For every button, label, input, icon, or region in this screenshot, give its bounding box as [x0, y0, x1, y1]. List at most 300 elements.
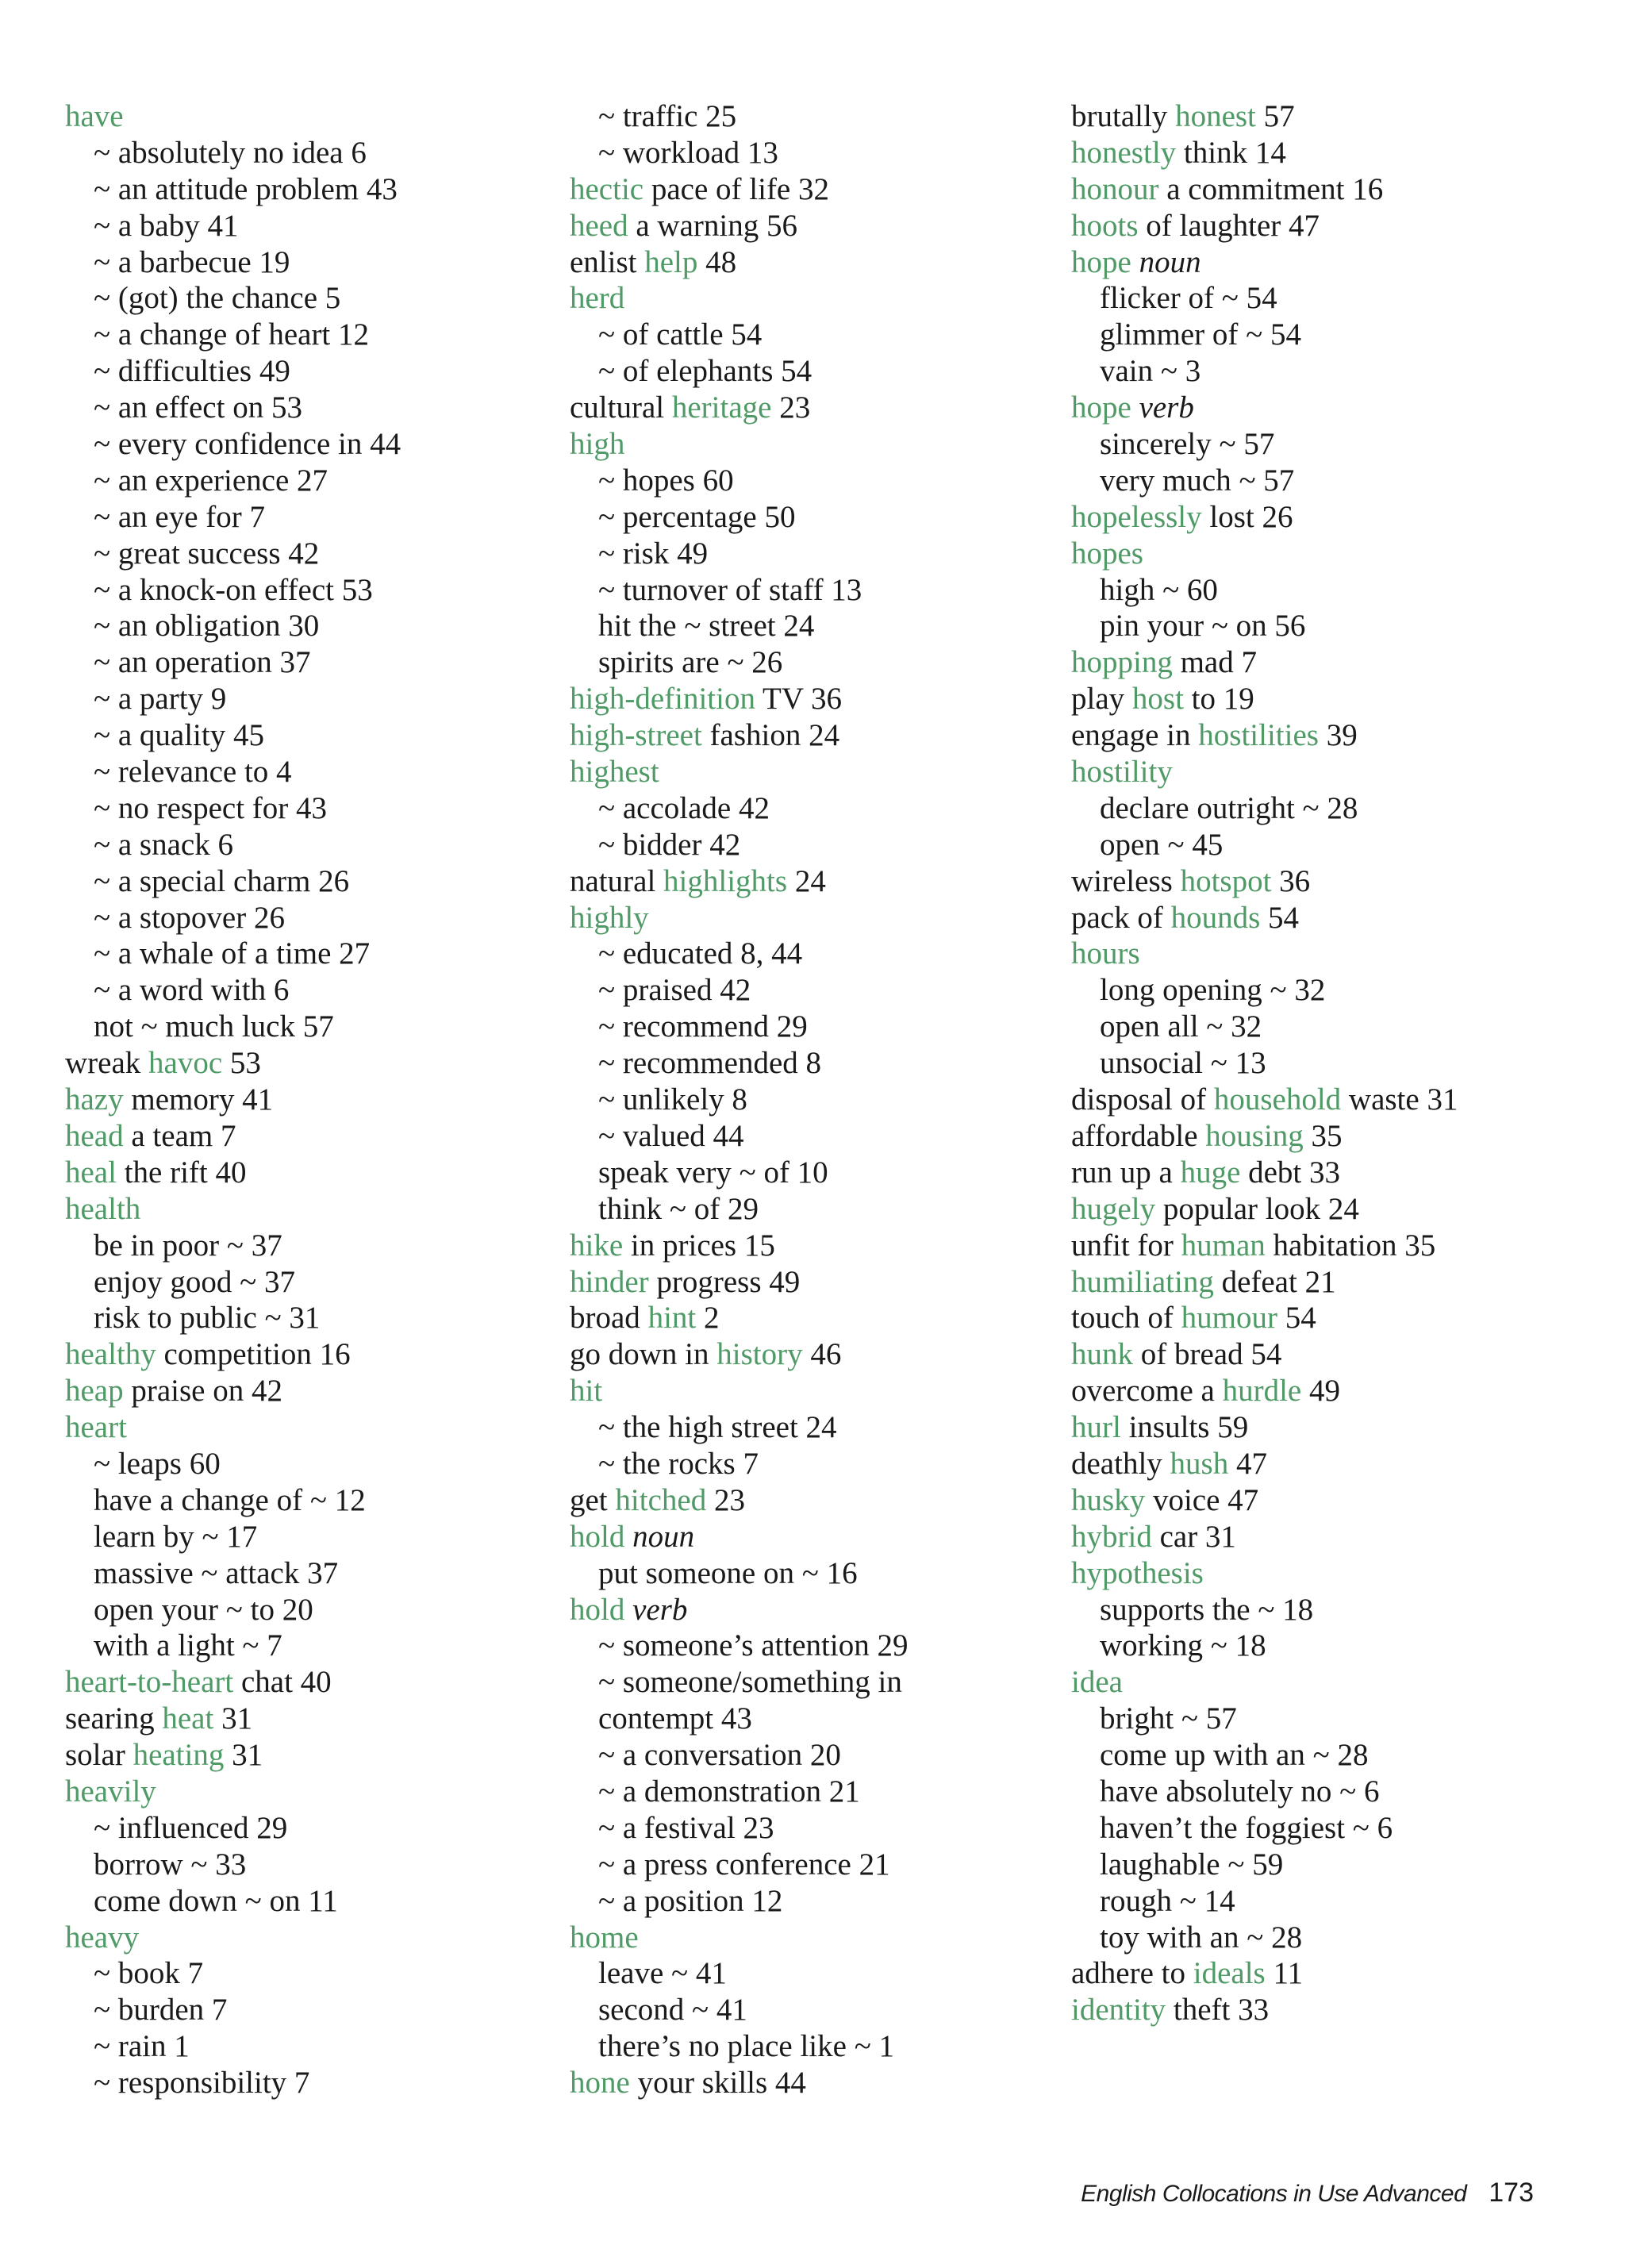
- headword: havoc: [148, 1046, 223, 1081]
- index-headword-entry: [570, 1920, 1062, 1956]
- index-subentry: massive ~ attack 37: [94, 1555, 339, 1590]
- index-headword-entry: [570, 1592, 1062, 1628]
- index-headword-entry: [570, 280, 1062, 317]
- collocation-after: voice 47: [1145, 1482, 1259, 1517]
- index-subentry: ~ someone’s attention 29: [598, 1628, 909, 1663]
- index-subentry: ~ burden 7: [94, 1993, 228, 2028]
- headword: humiliating: [1071, 1264, 1214, 1299]
- collocation-before: broad: [570, 1301, 648, 1336]
- collocation-after: 48: [697, 244, 737, 279]
- headword: hurl: [1071, 1410, 1121, 1445]
- index-subentry: contempt 43: [598, 1701, 752, 1736]
- collocation-after: of bread 54: [1133, 1337, 1282, 1372]
- index-subentry: ~ a word with 6: [94, 973, 290, 1008]
- headword: host: [1131, 682, 1184, 717]
- index-collocation-entry: [65, 1045, 541, 1082]
- headword: hitched: [615, 1482, 707, 1517]
- headword: hopping: [1071, 645, 1173, 680]
- headword: honestly: [1071, 135, 1177, 170]
- index-subentry: ~ a press conference 21: [598, 1847, 890, 1882]
- index-headword-entry: [1071, 390, 1619, 426]
- headword: herd: [570, 281, 625, 316]
- collocation-before: go down in: [570, 1337, 717, 1372]
- index-subentry: ~ accolade 42: [598, 790, 770, 825]
- index-subentry: ~ leaps 60: [94, 1446, 221, 1481]
- index-subentry: ~ a party 9: [94, 682, 227, 717]
- headword: hold: [570, 1592, 625, 1627]
- collocation-after: think 14: [1176, 135, 1286, 170]
- headword: home: [570, 1920, 639, 1955]
- index-subentry: bright ~ 57: [1100, 1701, 1237, 1736]
- index-headword-entry: [65, 98, 541, 135]
- headword: hinder: [570, 1264, 649, 1299]
- headword: heal: [65, 1155, 117, 1190]
- page-footer: [1081, 2173, 1534, 2212]
- collocation-after: debt 33: [1240, 1155, 1341, 1190]
- headword: high-definition: [570, 682, 755, 717]
- index-subentry: glimmer of ~ 54: [1100, 317, 1301, 352]
- index-subentry: ~ workload 13: [598, 135, 778, 170]
- headword: hike: [570, 1228, 624, 1263]
- headword: hounds: [1170, 900, 1261, 935]
- index-subentry: ~ a whale of a time 27: [94, 936, 371, 971]
- headword: ideals: [1193, 1956, 1266, 1991]
- index-subentry: very much ~ 57: [1100, 463, 1295, 498]
- index-subentry: laughable ~ 59: [1100, 1847, 1284, 1882]
- collocation-before: overcome a: [1071, 1374, 1223, 1409]
- headword: head: [65, 1118, 124, 1153]
- index-subentry: borrow ~ 33: [94, 1847, 247, 1882]
- index-collocation-entry: [1071, 1300, 1619, 1336]
- index-subentry: ~ an effect on 53: [94, 390, 302, 425]
- index-subentry: ~ hopes 60: [598, 463, 734, 498]
- collocation-before: disposal of: [1071, 1082, 1214, 1117]
- collocation-before: searing: [65, 1701, 163, 1736]
- headword: hope: [1071, 244, 1131, 279]
- collocation-after: your skills 44: [629, 2066, 806, 2101]
- headword: heap: [65, 1374, 124, 1409]
- collocation-before: touch of: [1071, 1301, 1181, 1336]
- index-subentry: come down ~ on 11: [94, 1883, 338, 1918]
- index-subentry: haven’t the foggiest ~ 6: [1100, 1810, 1393, 1845]
- collocation-before: get: [570, 1482, 616, 1517]
- index-collocation-entry: [1071, 681, 1619, 717]
- index-collocation-entry: [1071, 1373, 1619, 1409]
- index-subentry: learn by ~ 17: [94, 1519, 258, 1554]
- index-subentry: ~ a quality 45: [94, 718, 264, 753]
- index-collocation-entry: [1071, 1955, 1619, 1992]
- index-column-2: [570, 98, 1062, 2101]
- index-collocation-entry: [570, 1264, 1062, 1301]
- collocation-after: to 19: [1183, 682, 1254, 717]
- index-headword-entry: [65, 1774, 541, 1810]
- index-subentry: ~ unlikely 8: [598, 1082, 747, 1117]
- headword: human: [1181, 1228, 1266, 1263]
- headword: heat: [162, 1701, 214, 1736]
- collocation-after: 54: [1260, 900, 1300, 935]
- index-collocation-entry: [65, 1336, 541, 1373]
- index-subentry: ~ rain 1: [94, 2029, 190, 2064]
- book-title: English Collocations in Use Advanced: [1081, 2181, 1467, 2207]
- collocation-before: wreak: [65, 1046, 149, 1081]
- collocation-after: competition 16: [156, 1337, 351, 1372]
- index-subentry: spirits are ~ 26: [598, 645, 783, 680]
- headword: have: [65, 99, 124, 133]
- collocation-after: of laughter 47: [1138, 208, 1320, 243]
- collocation-after: insults 59: [1120, 1410, 1249, 1445]
- index-subentry: not ~ much luck 57: [94, 1009, 334, 1044]
- page-number: 173: [1489, 2178, 1534, 2208]
- index-headword-entry: [1071, 1664, 1619, 1701]
- index-collocation-entry: [1071, 644, 1619, 681]
- collocation-after: defeat 21: [1213, 1264, 1336, 1299]
- index-collocation-entry: [1071, 499, 1619, 536]
- index-collocation-entry: [1071, 1191, 1619, 1228]
- headword: idea: [1071, 1665, 1123, 1700]
- collocation-after: 36: [1271, 863, 1311, 898]
- index-subentry: working ~ 18: [1100, 1628, 1266, 1663]
- index-subentry: ~ turnover of staff 13: [598, 572, 862, 607]
- index-subentry: ~ of elephants 54: [598, 354, 812, 389]
- collocation-after: chat 40: [233, 1665, 332, 1700]
- index-subentry: ~ every confidence in 44: [94, 427, 401, 462]
- index-subentry: ~ percentage 50: [598, 499, 796, 534]
- index-collocation-entry: [1071, 208, 1619, 244]
- headword: hoots: [1071, 208, 1139, 243]
- collocation-before: deathly: [1071, 1446, 1170, 1481]
- index-subentry: ~ difficulties 49: [94, 354, 290, 389]
- collocation-before: affordable: [1071, 1118, 1206, 1153]
- headword: heed: [570, 208, 628, 243]
- index-collocation-entry: [570, 2065, 1062, 2101]
- index-subentry: ~ a conversation 20: [598, 1738, 841, 1773]
- index-headword-entry: [1071, 1555, 1619, 1592]
- index-collocation-entry: [1071, 135, 1619, 171]
- index-subentry: ~ a position 12: [598, 1883, 783, 1918]
- index-subentry: open your ~ to 20: [94, 1592, 313, 1627]
- index-subentry: supports the ~ 18: [1100, 1592, 1314, 1627]
- collocation-after: 35: [1303, 1118, 1343, 1153]
- headword: history: [716, 1337, 803, 1372]
- index-subentry: high ~ 60: [1100, 572, 1218, 607]
- headword: high-street: [570, 718, 702, 753]
- index-subentry: risk to public ~ 31: [94, 1301, 321, 1336]
- index-collocation-entry: [570, 390, 1062, 426]
- index-headword-entry: [1071, 244, 1619, 281]
- index-subentry: declare outright ~ 28: [1100, 790, 1358, 825]
- index-collocation-entry: [65, 1701, 541, 1737]
- index-collocation-entry: [65, 1155, 541, 1191]
- index-collocation-entry: [65, 1118, 541, 1155]
- index-collocation-entry: [1071, 98, 1619, 135]
- index-collocation-entry: [1071, 1409, 1619, 1446]
- collocation-after: 2: [696, 1301, 720, 1336]
- collocation-after: 31: [224, 1738, 263, 1773]
- index-subentry: vain ~ 3: [1100, 354, 1201, 389]
- index-collocation-entry: [1071, 1228, 1619, 1264]
- grammar-label: noun: [632, 1519, 695, 1554]
- headword: highly: [570, 900, 649, 935]
- index-subentry: ~ recommended 8: [598, 1046, 821, 1081]
- collocation-before: natural: [570, 863, 664, 898]
- index-subentry: ~ someone/something in: [598, 1665, 902, 1700]
- headword: heart-to-heart: [65, 1665, 234, 1700]
- headword: hush: [1170, 1446, 1229, 1481]
- collocation-after: a commitment 16: [1158, 171, 1384, 206]
- index-subentry: ~ responsibility 7: [94, 2066, 310, 2101]
- headword: heating: [133, 1738, 225, 1773]
- collocation-after: in prices 15: [623, 1228, 775, 1263]
- index-subentry: ~ no respect for 43: [94, 790, 328, 825]
- headword: hold: [570, 1519, 625, 1554]
- headword: help: [644, 244, 698, 279]
- index-collocation-entry: [65, 1082, 541, 1118]
- index-subentry: ~ relevance to 4: [94, 755, 292, 790]
- headword: high: [570, 427, 625, 462]
- index-subentry: ~ risk 49: [598, 536, 709, 571]
- index-subentry: ~ an eye for 7: [94, 499, 266, 534]
- collocation-after: 31: [213, 1701, 253, 1736]
- index-subentry: ~ recommend 29: [598, 1009, 808, 1044]
- index-subentry: think ~ of 29: [598, 1191, 759, 1226]
- index-headword-entry: [65, 1920, 541, 1956]
- index-collocation-entry: [570, 171, 1062, 208]
- index-collocation-entry: [1071, 717, 1619, 754]
- index-headword-entry: [65, 1191, 541, 1228]
- collocation-after: popular look 24: [1155, 1191, 1359, 1226]
- index-column-1: [65, 98, 541, 2101]
- headword: hope: [1071, 390, 1131, 425]
- headword: hectic: [570, 171, 644, 206]
- index-collocation-entry: [570, 863, 1062, 900]
- index-collocation-entry: [570, 208, 1062, 244]
- index-collocation-entry: [570, 1300, 1062, 1336]
- index-subentry: ~ a knock-on effect 53: [94, 572, 373, 607]
- index-headword-entry: [570, 1519, 1062, 1555]
- index-subentry: ~ book 7: [94, 1956, 204, 1991]
- index-subentry: ~ a baby 41: [94, 208, 239, 243]
- collocation-after: a warning 56: [628, 208, 797, 243]
- headword: health: [65, 1191, 141, 1226]
- index-collocation-entry: [1071, 1155, 1619, 1191]
- index-collocation-entry: [65, 1373, 541, 1409]
- index-collocation-entry: [570, 1336, 1062, 1373]
- index-subentry: ~ a change of heart 12: [94, 317, 370, 352]
- collocation-before: adhere to: [1071, 1956, 1193, 1991]
- index-subentry: come up with an ~ 28: [1100, 1738, 1369, 1773]
- collocation-after: 23: [771, 390, 811, 425]
- index-subentry: ~ influenced 29: [94, 1810, 288, 1845]
- collocation-before: enlist: [570, 244, 645, 279]
- index-subentry: hit the ~ street 24: [598, 609, 815, 644]
- index-subentry: leave ~ 41: [598, 1956, 727, 1991]
- index-headword-entry: [1071, 936, 1619, 972]
- headword: hostility: [1071, 755, 1173, 790]
- collocation-before: cultural: [570, 390, 672, 425]
- index-subentry: ~ a festival 23: [598, 1810, 774, 1845]
- collocation-before: unfit for: [1071, 1228, 1181, 1263]
- collocation-after: 11: [1265, 1956, 1304, 1991]
- index-collocation-entry: [1071, 1519, 1619, 1555]
- headword: highest: [570, 755, 659, 790]
- index-subentry: ~ bidder 42: [598, 827, 741, 862]
- index-subentry: ~ a special charm 26: [94, 863, 350, 898]
- headword: hurdle: [1222, 1374, 1302, 1409]
- index-subentry: pin your ~ on 56: [1100, 609, 1306, 644]
- index-collocation-entry: [570, 717, 1062, 754]
- index-subentry: rough ~ 14: [1100, 1883, 1235, 1918]
- index-subentry: toy with an ~ 28: [1100, 1920, 1303, 1955]
- headword: honest: [1175, 99, 1256, 133]
- index-subentry: ~ a stopover 26: [94, 900, 285, 935]
- collocation-after: 54: [1277, 1301, 1316, 1336]
- index-subentry: ~ (got) the chance 5: [94, 281, 341, 316]
- index-subentry: have absolutely no ~ 6: [1100, 1774, 1380, 1809]
- headword: hugely: [1071, 1191, 1156, 1226]
- headword: hotspot: [1180, 863, 1272, 898]
- index-subentry: put someone on ~ 16: [598, 1555, 858, 1590]
- collocation-after: 23: [706, 1482, 745, 1517]
- headword: hours: [1071, 936, 1140, 971]
- index-headword-entry: [570, 1373, 1062, 1409]
- index-subentry: ~ great success 42: [94, 536, 320, 571]
- index-subentry: flicker of ~ 54: [1100, 281, 1277, 316]
- headword: hit: [570, 1374, 603, 1409]
- headword: highlights: [663, 863, 788, 898]
- collocation-after: fashion 24: [701, 718, 840, 753]
- collocation-after: pace of life 32: [643, 171, 829, 206]
- index-subentry: be in poor ~ 37: [94, 1228, 282, 1263]
- headword: identity: [1071, 1993, 1166, 2028]
- headword: huge: [1180, 1155, 1241, 1190]
- index-subentry: ~ an attitude problem 43: [94, 171, 398, 206]
- collocation-after: car 31: [1151, 1519, 1236, 1554]
- headword: hint: [647, 1301, 697, 1336]
- index-headword-entry: [1071, 536, 1619, 572]
- headword: heavy: [65, 1920, 140, 1955]
- collocation-after: 39: [1318, 718, 1358, 753]
- collocation-after: TV 36: [755, 682, 843, 717]
- index-headword-entry: [65, 1409, 541, 1446]
- headword: hostilities: [1198, 718, 1319, 753]
- index-subentry: ~ an obligation 30: [94, 609, 320, 644]
- index-collocation-entry: [1071, 1992, 1619, 2028]
- collocation-before: solar: [65, 1738, 133, 1773]
- index-subentry: ~ traffic 25: [598, 99, 737, 133]
- index-subentry: ~ educated 8, 44: [598, 936, 803, 971]
- grammar-label: verb: [1139, 390, 1194, 425]
- index-collocation-entry: [570, 244, 1062, 281]
- index-collocation-entry: [65, 1737, 541, 1774]
- index-headword-entry: [570, 426, 1062, 463]
- collocation-after: memory 41: [123, 1082, 274, 1117]
- index-subentry: ~ a snack 6: [94, 827, 233, 862]
- index-headword-entry: [570, 754, 1062, 790]
- index-headword-entry: [570, 900, 1062, 936]
- headword: hopelessly: [1071, 499, 1202, 534]
- index-collocation-entry: [1071, 171, 1619, 208]
- index-subentry: sincerely ~ 57: [1100, 427, 1275, 462]
- grammar-label: noun: [1139, 244, 1201, 279]
- index-subentry: unsocial ~ 13: [1100, 1046, 1266, 1081]
- index-collocation-entry: [1071, 1482, 1619, 1519]
- collocation-after: habitation 35: [1265, 1228, 1436, 1263]
- index-subentry: open ~ 45: [1100, 827, 1224, 862]
- index-subentry: have a change of ~ 12: [94, 1482, 366, 1517]
- collocation-before: brutally: [1071, 99, 1176, 133]
- headword: household: [1213, 1082, 1342, 1117]
- index-collocation-entry: [1071, 1118, 1619, 1155]
- headword: heavily: [65, 1774, 156, 1809]
- index-subentry: ~ praised 42: [598, 973, 751, 1008]
- collocation-before: play: [1071, 682, 1132, 717]
- collocation-after: progress 49: [648, 1264, 801, 1299]
- headword: hybrid: [1071, 1519, 1152, 1554]
- collocation-before: engage in: [1071, 718, 1199, 753]
- collocation-after: 47: [1228, 1446, 1267, 1481]
- index-subentry: ~ an experience 27: [94, 463, 328, 498]
- collocation-before: run up a: [1071, 1155, 1181, 1190]
- headword: hopes: [1071, 536, 1143, 571]
- index-collocation-entry: [570, 1228, 1062, 1264]
- index-subentry: there’s no place like ~ 1: [598, 2029, 895, 2064]
- headword: husky: [1071, 1482, 1146, 1517]
- headword: hunk: [1071, 1337, 1133, 1372]
- index-collocation-entry: [1071, 1082, 1619, 1118]
- collocation-after: mad 7: [1172, 645, 1257, 680]
- collocation-after: the rift 40: [116, 1155, 247, 1190]
- headword: heritage: [671, 390, 772, 425]
- index-subentry: ~ valued 44: [598, 1118, 744, 1153]
- index-subentry: ~ an operation 37: [94, 645, 311, 680]
- index-subentry: ~ a demonstration 21: [598, 1774, 860, 1809]
- headword: heart: [65, 1410, 127, 1445]
- index-collocation-entry: [1071, 1336, 1619, 1373]
- collocation-after: 53: [222, 1046, 261, 1081]
- collocation-after: 46: [802, 1337, 842, 1372]
- index-subentry: ~ the high street 24: [598, 1410, 837, 1445]
- index-subentry: long opening ~ 32: [1100, 973, 1326, 1008]
- collocation-before: wireless: [1071, 863, 1181, 898]
- index-subentry: speak very ~ of 10: [598, 1155, 828, 1190]
- headword: hypothesis: [1071, 1555, 1204, 1590]
- collocation-after: 49: [1301, 1374, 1340, 1409]
- index-collocation-entry: [1071, 1264, 1619, 1301]
- index-subentry: open all ~ 32: [1100, 1009, 1262, 1044]
- index-headword-entry: [1071, 754, 1619, 790]
- index-subentry: enjoy good ~ 37: [94, 1264, 295, 1299]
- index-subentry: ~ absolutely no idea 6: [94, 135, 367, 170]
- headword: healthy: [65, 1337, 156, 1372]
- collocation-after: a team 7: [123, 1118, 236, 1153]
- index-collocation-entry: [1071, 1446, 1619, 1482]
- collocation-after: lost 26: [1201, 499, 1293, 534]
- index-collocation-entry: [570, 681, 1062, 717]
- collocation-after: praise on 42: [123, 1374, 282, 1409]
- headword: humour: [1181, 1301, 1277, 1336]
- headword: housing: [1205, 1118, 1304, 1153]
- grammar-label: verb: [632, 1592, 688, 1627]
- index-subentry: with a light ~ 7: [94, 1628, 282, 1663]
- headword: hazy: [65, 1082, 124, 1117]
- index-subentry: ~ of cattle 54: [598, 317, 763, 352]
- index-subentry: ~ the rocks 7: [598, 1446, 759, 1481]
- index-collocation-entry: [570, 1482, 1062, 1519]
- collocation-after: waste 31: [1341, 1082, 1458, 1117]
- index-collocation-entry: [65, 1664, 541, 1701]
- headword: honour: [1071, 171, 1159, 206]
- index-collocation-entry: [1071, 863, 1619, 900]
